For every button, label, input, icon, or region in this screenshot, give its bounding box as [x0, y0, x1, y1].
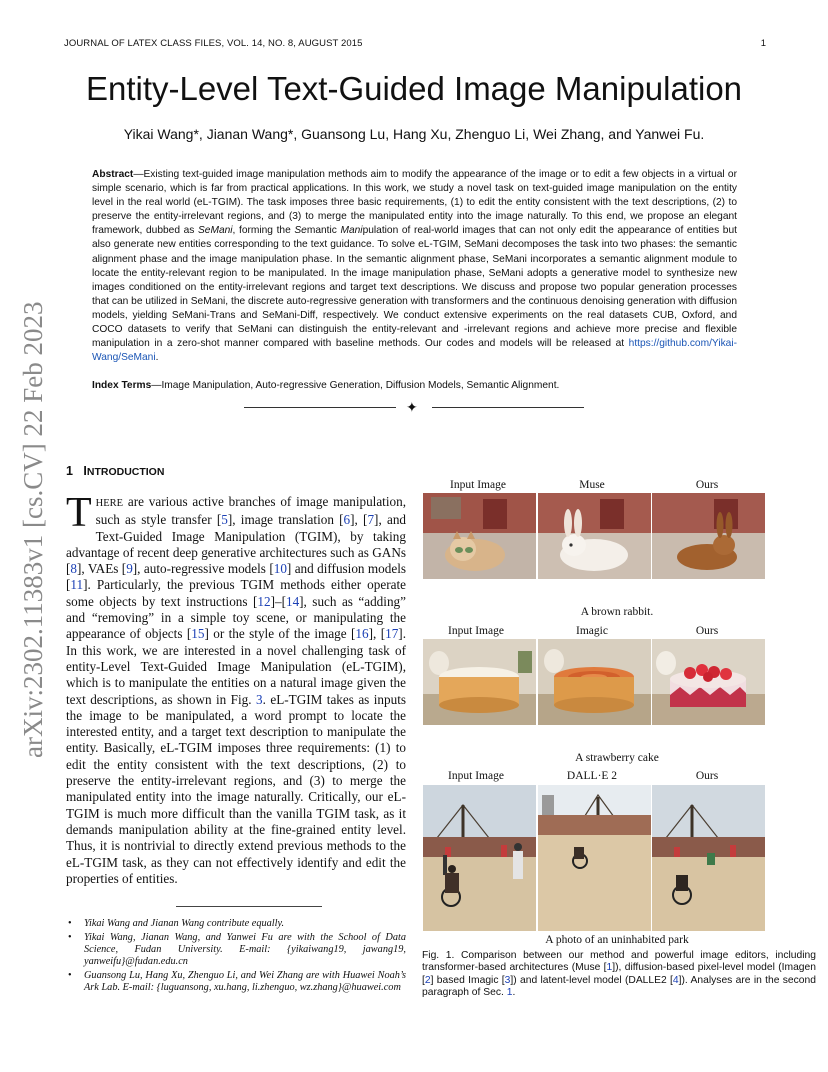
intro-text: ], [ [350, 512, 368, 528]
intro-text: ], VAEs [ [77, 561, 127, 577]
citation-link[interactable]: 2 [424, 974, 431, 986]
cat-input-image [423, 493, 536, 579]
citation-link[interactable]: 11 [70, 577, 84, 593]
intro-text: ]. In this work, we are interested in a novel challenging task of entity-Level Text-Guided Image Manipulation (eL-TGIM), which is to manipulate the entities on a natural image given the text descriptions, as shown in Fig. [66, 626, 406, 707]
author-list: Yikai Wang*, Jianan Wang*, Guansong Lu, Hang Xu, Zhenguo Li, Wei Zhang, and Yanwei Fu. [123, 126, 705, 142]
ours-cake-image [652, 639, 765, 725]
section-divider [244, 400, 584, 416]
figure-row-caption: A photo of an uninhabited park [545, 934, 689, 946]
figure-column-header: Ours [695, 479, 719, 491]
caption-text: ] based Imagic [ [430, 974, 505, 986]
intro-text: are various active branches of image manipulation, such as style transfer [ [95, 494, 406, 528]
citation-link[interactable]: 9 [126, 561, 133, 577]
abstract-text: pulation of real-world images that can not only edit the appearance of entities but also generate new entities corresponding to the text guidance. To solve eL-TGIM, SeMani decomposes the task into two phases: the semantic alignment phase and the image manipulation phase. In the semantic alignment phase, SeMani incorporates a semantic alignment module to locate the entity-relevant region to be manipulated. In the image manipulation phase, SeMani adopts a generative model to synthesize new images conditioned on the entity-irrelevant regions and target text descriptions. We discuss and propose two popular generation processes that can be utilized in SeMani, the discrete auto-regressive generation with transformers and the continuous denoising generation with diffusion models, yielding SeMani-Trans and SeMani-Diff, respectively. We conduct extensive experiments on the real datasets CUB, Oxford, and COCO datasets to verify that SeMani can distinguish the entity-relevant and -irrelevant regions and achieve more precise and flexible manipulation in a zero-shot manner compared with baseline methods. Our codes and models will be released at [92, 225, 737, 350]
abstract-se: Se [294, 225, 307, 237]
citation-link[interactable]: 8 [70, 561, 77, 577]
code-link[interactable]: https://github.com/Yikai-Wang/SeMani [92, 338, 737, 364]
section-title-rest: NTRODUCTION [86, 466, 165, 478]
lead-word: HERE [95, 498, 124, 509]
citation-link[interactable]: 3 [504, 974, 511, 986]
dalle2-output-image [538, 785, 651, 931]
page-number: 1 [760, 38, 766, 49]
citation-link[interactable]: 15 [191, 626, 205, 642]
figure-column-header: Ours [695, 625, 719, 637]
citation-link[interactable]: 10 [273, 561, 287, 577]
index-terms-text: —Image Manipulation, Auto-regressive Generation, Diffusion Models, Semantic Alignment. [151, 380, 560, 391]
footnotes [66, 918, 406, 996]
footnote-rule [176, 906, 322, 907]
citation-link[interactable]: 6 [343, 512, 351, 528]
imagic-output-image [538, 639, 651, 725]
paper-title: Entity-Level Text-Guided Image Manipulation [85, 70, 743, 107]
arxiv-stamp: arXiv:2302.11383v1 [cs.CV] 22 Feb 2023 [18, 301, 48, 758]
citation-link[interactable]: 14 [285, 593, 300, 609]
caption-text: . [512, 987, 516, 999]
abstract-text: . [155, 352, 159, 364]
figure-column-header: Input Image [448, 625, 504, 637]
abstract [92, 168, 737, 365]
divider-star-icon: ✦ [406, 399, 418, 415]
citation-link[interactable]: 7 [367, 512, 375, 528]
dropcap: T [66, 490, 92, 536]
figure-column-header: Muse [579, 479, 605, 491]
caption-text: Fig. 1. Comparison between our method and powerful image editors, including transformer-based architectures (Muse [ [422, 950, 816, 974]
intro-text: ], auto-regressive models [ [132, 561, 274, 577]
abstract-mani: Mani [340, 225, 363, 237]
intro-text: . eL-TGIM takes as inputs the image to be manipulated, a word prompt to locate the interested entity, and a target text description to manipulate the entity. Basically, eL-TGIM imposes three requirements: (1) to edit the entity consistent with the text descriptions, (2) to preserve the entity-irrelevant regions, and (3) to merge the manipulated entity into the image naturally. Critically, our eL-TGIM is much more difficult than the vanilla TGIM task, as it demands manipulation ability at the fine-grained entity level. Thus, it is nontrivial to directly extend previous methods to the eL-TGIM task, as they can not effectively identify and edit the properties of entities. [66, 691, 406, 886]
section-heading [66, 464, 164, 478]
citation-link[interactable]: 17 [385, 626, 399, 642]
intro-text: ], such as “adding” and “removing” in a simple toy scene, or manipulating the appearance of objects [ [66, 593, 406, 642]
footnote-item: • Yikai Wang, Jianan Wang, and Yanwei Fu are with the School of Data Science, Fudan University. E-mail: {yikaiwang19, jawang19, yanweifu}@fudan.edu.cn [84, 932, 406, 968]
abstract-semani: SeMani [198, 225, 233, 237]
muse-output-image [538, 493, 651, 579]
park-input-image [423, 785, 536, 931]
figure-link[interactable]: 3 [256, 691, 263, 707]
figure-column-header: Input Image [448, 770, 504, 782]
caption-text: ]). Analyses are in the second paragraph of Sec. [422, 974, 816, 999]
citation-link[interactable]: 16 [355, 626, 369, 642]
intro-text: ] or the style of the image [ [204, 626, 356, 642]
intro-text: ]. Particularly, the previous TGIM methods either operate some objects by text instructions [ [66, 577, 406, 609]
cake-input-image [423, 639, 536, 725]
figure-column-header: Input Image [450, 479, 506, 491]
citation-link[interactable]: 4 [672, 974, 679, 986]
footnote-item: • Yikai Wang and Jianan Wang contribute equally. [84, 918, 406, 930]
figure-row-caption: A strawberry cake [575, 752, 659, 764]
figure-column-header: Ours [695, 770, 719, 782]
section-link[interactable]: 1 [506, 987, 513, 999]
intro-paragraph [66, 490, 407, 887]
index-terms [92, 380, 737, 391]
intro-text: ], [ [368, 626, 386, 642]
figure-column-header: Imagic [576, 625, 608, 637]
abstract-text: , forming the [232, 225, 295, 237]
abstract-text: mantic [306, 225, 341, 237]
figure-caption [422, 950, 816, 1000]
caption-text: ]) and latent-level model (DALLE2 [ [510, 974, 673, 986]
index-terms-label: Index Terms [92, 380, 152, 391]
caption-text: ]), diffusion-based pixel-level model (Imagen [ [422, 962, 816, 986]
intro-text: ]–[ [270, 593, 286, 609]
abstract-text: —Existing text-guided image manipulation methods aim to modify the appearance of the image or to edit a few objects in a virtual or simple scenario, which is far from practical applications. In this work, we study a novel task on text-guided image manipulation on the entity level in the real world (eL-TGIM). The task imposes three basic requirements, (1) to edit the entity consistent with the text descriptions, (2) to preserve the entity-irrelevant regions, and (3) to merge the manipulated entity into the image naturally. To this end, we propose an elegant framework, dubbed as [92, 169, 737, 237]
citation-link[interactable]: 5 [221, 512, 228, 528]
citation-link[interactable]: 12 [257, 593, 271, 609]
intro-text: ], image translation [ [227, 512, 344, 528]
ours-park-image [652, 785, 765, 931]
section-title-first: I [83, 464, 87, 478]
figure-column-header: DALL·E 2 [566, 770, 618, 782]
section-number: 1 [66, 464, 73, 478]
intro-text: ], and Text-Guided Image Manipulation (TGIM), by taking advantage of recent deep generative architectures such as GANs [ [66, 512, 407, 577]
footnote-item: • Guansong Lu, Hang Xu, Zhenguo Li, and Wei Zhang are with Huawei Noah’s Ark Lab. E-mail: {luguansong, xu.hang, li.zhenguo, wz.zhang}@huawei.com [84, 970, 406, 994]
running-header: JOURNAL OF LATEX CLASS FILES, VOL. 14, NO. 8, AUGUST 2015 [64, 38, 363, 49]
abstract-label: Abstract [92, 169, 134, 180]
figure-row-caption: A brown rabbit. [580, 606, 654, 618]
ours-output-image [652, 493, 765, 579]
intro-text: ] and diffusion models [ [66, 561, 407, 593]
citation-link[interactable]: 1 [606, 962, 613, 974]
